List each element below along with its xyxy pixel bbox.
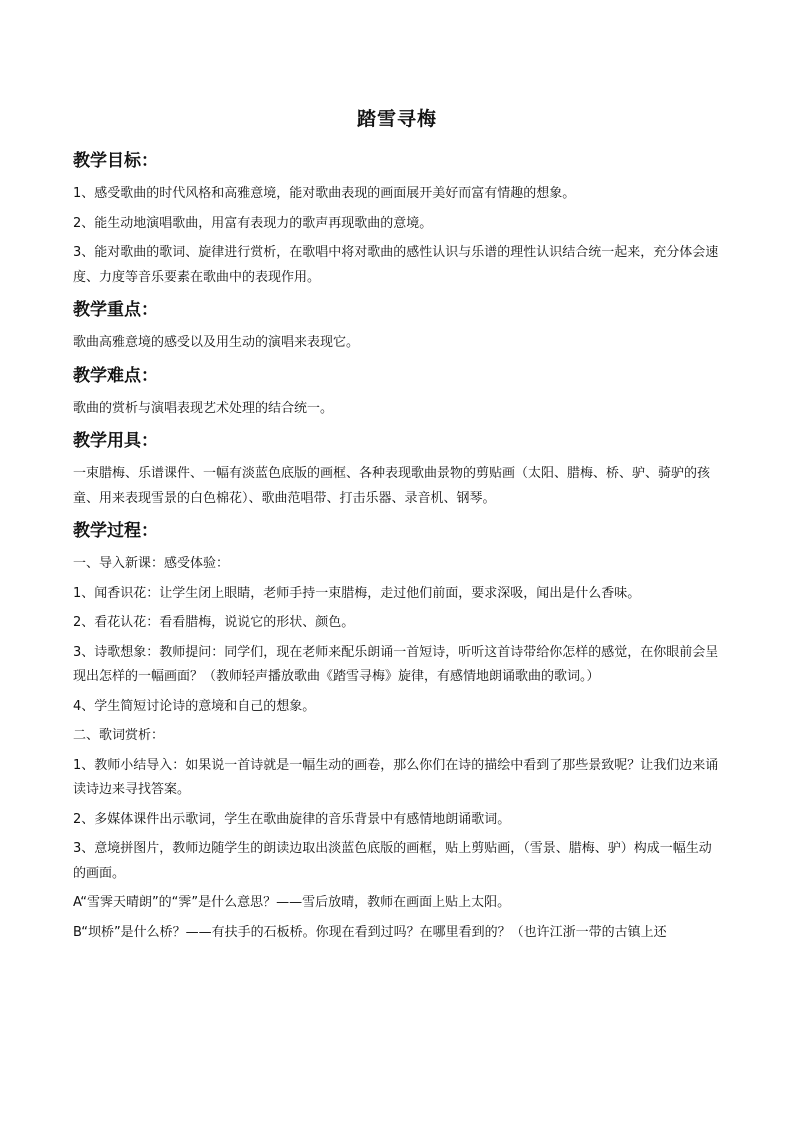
difficulties-text: 歌曲的赏析与演唱表现艺术处理的结合统一。 bbox=[73, 400, 334, 416]
process-item: 一、导入新课：感受体验： bbox=[73, 556, 230, 571]
document-body bbox=[73, 146, 721, 950]
key-points-heading: 教学重点： bbox=[73, 300, 158, 320]
process-item: 1、闻香识花：让学生闭上眼睛，老师手持一束腊梅，走过他们前面，要求深吸，闻出是什么香味。 bbox=[73, 585, 641, 601]
key-points-text: 歌曲高雅意境的感受以及用生动的演唱来表现它。 bbox=[73, 335, 360, 350]
process-item: 二、歌词赏析： bbox=[73, 728, 165, 743]
process-item: 2、多媒体课件出示歌词，学生在歌曲旋律的音乐背景中有感情地朗诵歌词。 bbox=[73, 811, 511, 827]
difficulties-heading: 教学难点： bbox=[73, 365, 158, 386]
tools-heading: 教学用具： bbox=[73, 431, 158, 451]
goals-item: 3、能对歌曲的歌词、旋律进行赏析，在歌唱中将对歌曲的感性认识与乐谱的理性认识结合统一起来，充分体会速度、力度等音乐要素在歌曲中的表现作用。 bbox=[73, 245, 719, 285]
process-item: A“雪霁天晴朗”的“霁”是什么意思？——雪后放晴，教师在画面上贴上太阳。 bbox=[73, 895, 511, 910]
process-heading: 教学过程： bbox=[73, 521, 158, 541]
process-item: 1、教师小结导入：如果说一首诗就是一幅生动的画卷，那么你们在诗的描绘中看到了那些景致呢？让我们边来诵读诗边来寻找答案。 bbox=[73, 757, 719, 797]
tools-text: 一束腊梅、乐谱课件、一幅有淡蓝色底版的画框、各种表现歌曲景物的剪贴画（太阳、腊梅、桥、驴、骑驴的孩童、用来表现雪景的白色棉花）、歌曲范唱带、打击乐器、录音机、钢琴。 bbox=[73, 466, 711, 506]
document-title: 踏雪寻梅 bbox=[356, 108, 437, 130]
process-item: 4、学生简短讨论诗的意境和自己的想象。 bbox=[73, 698, 316, 714]
process-item: 3、意境拼图片，教师边随学生的朗读边取出淡蓝色底版的画框，贴上剪贴画，（雪景、腊梅、驴）构成一幅生动的画面。 bbox=[73, 841, 712, 881]
goals-item: 2、能生动地演唱歌曲，用富有表现力的歌声再现歌曲的意境。 bbox=[73, 215, 433, 231]
goals-item: 1、感受歌曲的时代风格和高雅意境，能对歌曲表现的画面展开美好而富有情趣的想象。 bbox=[73, 186, 576, 201]
process-item: B“坝桥”是什么桥？——有扶手的石板桥。你现在看到过吗？在哪里看到的？（也许江浙一带的古镇上还 bbox=[73, 924, 667, 940]
goals-heading: 教学目标： bbox=[73, 151, 158, 171]
process-item: 2、看花认花：看看腊梅，说说它的形状、颜色。 bbox=[73, 615, 355, 630]
process-item: 3、诗歌想象：教师提问：同学们，现在老师来配乐朗诵一首短诗，听听这首诗带给你怎样的感觉，在你眼前会呈现出怎样的一幅画面？（教师轻声播放歌曲《踏雪寻梅》旋律，有感情地朗诵歌曲的歌词。） bbox=[73, 644, 719, 684]
